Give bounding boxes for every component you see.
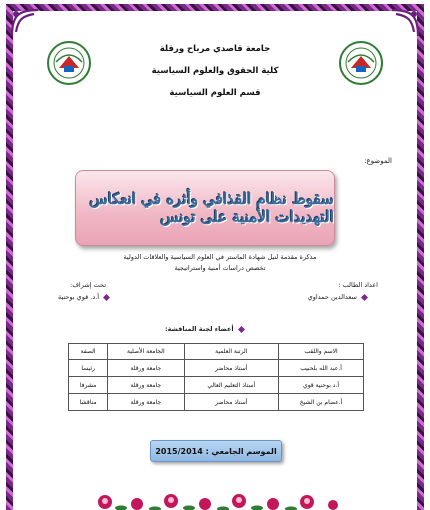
student-label: اعداد الطالب :: [338, 281, 378, 289]
table-cell: جامعة ورقلة: [108, 394, 184, 411]
rose-border-icon: [85, 484, 345, 510]
diamond-bullet-icon: [238, 326, 245, 333]
jury-title: أعضاء لجنة المناقشة:: [165, 325, 234, 333]
table-row: [69, 360, 364, 377]
subject-label: الموضوع:: [364, 157, 392, 165]
university-logo-icon: [46, 40, 92, 86]
table-cell: أستاذ محاضر: [184, 394, 279, 411]
department-name: قسم العلوم السياسية: [169, 88, 261, 98]
student-name: سعدالدين حمداوي: [307, 293, 357, 301]
table-cell: جامعة ورقلة: [108, 360, 184, 377]
student-row: [308, 293, 370, 301]
jury-title-row: [165, 325, 247, 333]
table-cell: أ.د بوحنية قوي: [279, 377, 364, 394]
diamond-bullet-icon: [361, 294, 368, 301]
table-cell: أستاذ التعليم العالي: [184, 377, 279, 394]
table-row: [69, 394, 364, 411]
jury-table: [68, 343, 364, 411]
university-logo-icon: [338, 40, 384, 86]
university-name: جامعة قاصدي مرباح ورقلة: [159, 44, 271, 54]
supervisor-row: [58, 293, 112, 301]
faculty-name: كلية الحقوق والعلوم السياسية: [151, 66, 279, 76]
table-cell: أ.عصام بن الشيخ: [279, 394, 364, 411]
column-header: الاسم واللقب: [279, 344, 364, 360]
academic-season: الموسم الجامعي : 2015/2014: [150, 440, 282, 462]
table-cell: مناقشا: [69, 394, 108, 411]
table-header-row: [69, 344, 364, 360]
table-cell: أستاذ محاضر: [184, 360, 279, 377]
table-row: [69, 377, 364, 394]
table-cell: جامعة ورقلة: [108, 377, 184, 394]
title-box: [75, 170, 335, 246]
supervisor-label: تحت إشراف:: [70, 281, 107, 289]
corner-flourish-icon: [8, 6, 42, 40]
diamond-bullet-icon: [103, 294, 110, 301]
memo-line-2: تخصص دراسات أمنية واستراتيجية: [174, 264, 266, 272]
memo-line-1: مذكرة مقدمة لنيل شهادة الماستر في العلوم السياسية والعلاقات الدولية: [123, 253, 317, 261]
column-header: الرتبة العلمية: [184, 344, 279, 360]
supervisor-name: أ.د. قوي بوحنية: [58, 293, 100, 301]
table-cell: أ.عبد الله بلحبيب: [279, 360, 364, 377]
thesis-title: سقوط نظام القذافي وأثره في انعكاس التهديدات الأمنية على تونس: [89, 190, 334, 226]
column-header: الصفة: [69, 344, 108, 360]
table-cell: مشرفا: [69, 377, 108, 394]
column-header: الجامعة الأصلية: [108, 344, 184, 360]
table-cell: رئيسا: [69, 360, 108, 377]
corner-flourish-icon: [388, 6, 422, 40]
